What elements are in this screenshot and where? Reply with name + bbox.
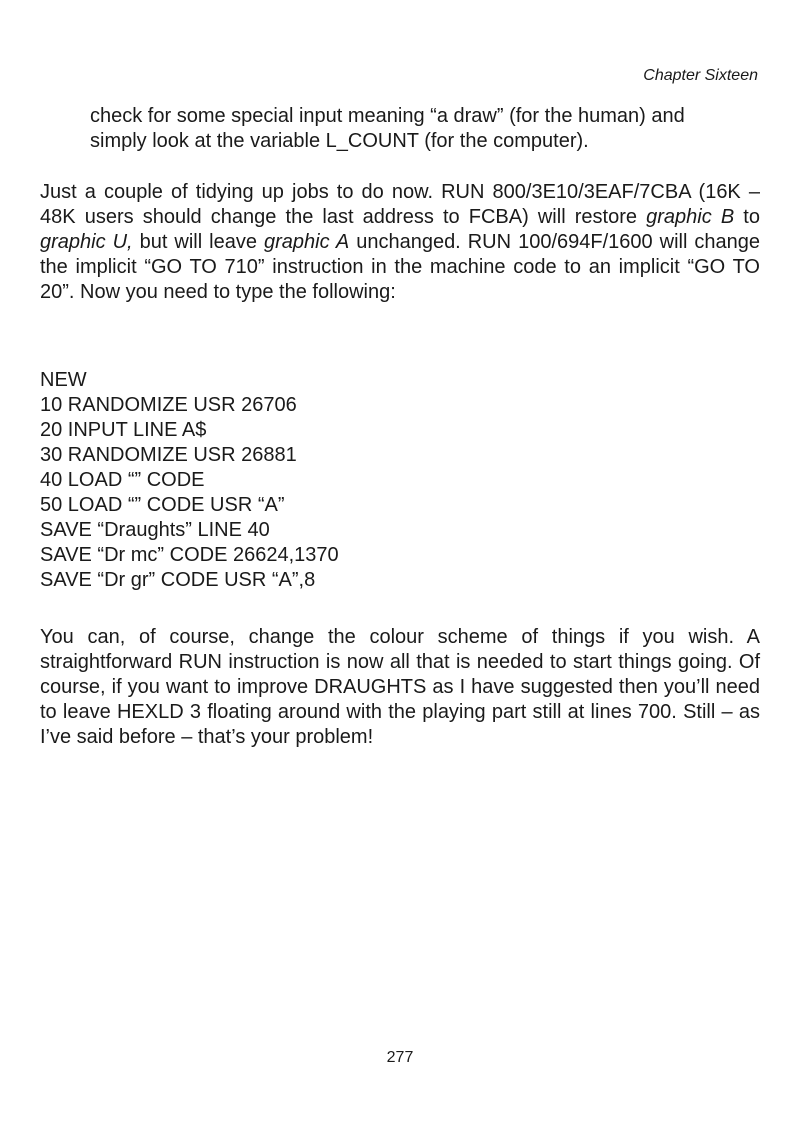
tidy-text-3: but will leave <box>132 231 264 253</box>
code-line: SAVE “Draughts” LINE 40 <box>40 519 270 541</box>
tidy-text-1: Just a couple of tidying up jobs to do now. RUN 800/3E10/3EAF/7CBA (16K – 48K users should change the last address to FCBA) will restore <box>40 181 760 228</box>
graphic-b-term: graphic B <box>646 206 735 228</box>
tidy-text <box>40 180 760 305</box>
code-line: SAVE “Dr gr” CODE USR “A”,8 <box>40 569 316 591</box>
tidy-text-4: unchanged. RUN 100/694F/1600 will change the implicit “GO TO 710” instruction in the machine code to an implicit “GO TO 20”. Now you need to type the following: <box>40 231 761 303</box>
intro-line-1: check for some special input meaning “a draw” (for the human) and <box>90 105 685 127</box>
code-listing <box>40 368 339 593</box>
code-line: 10 RANDOMIZE USR 26706 <box>40 394 297 416</box>
graphic-u-term: graphic U, <box>40 231 133 253</box>
code-line: 20 INPUT LINE A$ <box>40 419 207 441</box>
tidy-paragraph <box>40 180 760 305</box>
graphic-a-term: graphic A <box>264 231 350 253</box>
code-line: 40 LOAD “” CODE <box>40 469 205 491</box>
intro-paragraph <box>90 104 760 154</box>
code-line: 50 LOAD “” CODE USR “A” <box>40 494 285 516</box>
code-line: SAVE “Dr mc” CODE 26624,1370 <box>40 544 339 566</box>
colour-text: You can, of course, change the colour scheme of things if you wish. A straightforward RUN instruction is now all that is needed to start things going. Of course, if you want to improve DRAUGHTS as I have suggested then you’ll need to leave HEXLD 3 floating around with the playing part still at lines 700. Still – as I’ve said before – that’s your problem! <box>40 626 760 748</box>
intro-line-2: simply look at the variable L_COUNT (for the computer). <box>90 130 589 152</box>
tidy-text-2: to <box>734 206 760 228</box>
code-line: 30 RANDOMIZE USR 26881 <box>40 444 297 466</box>
code-line: NEW <box>40 369 87 391</box>
running-header: Chapter Sixteen <box>643 67 758 84</box>
page-number: 277 <box>386 1049 414 1066</box>
colour-paragraph <box>40 625 760 750</box>
